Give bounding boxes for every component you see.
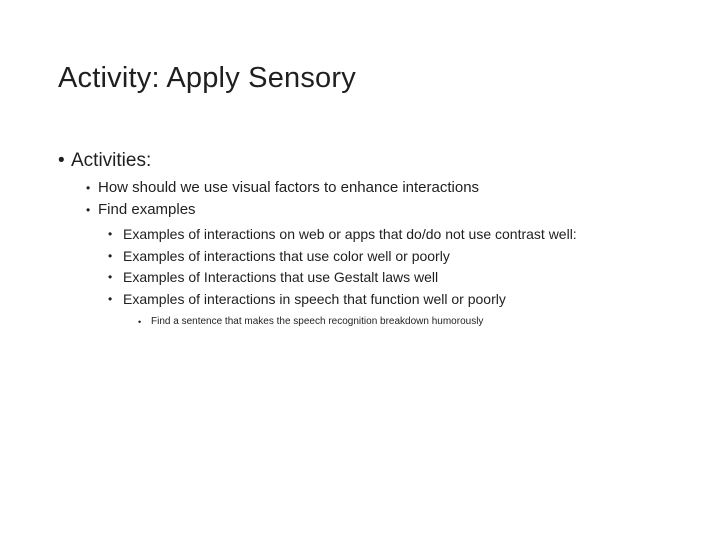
- bullet-text: Examples of interactions on web or apps that do/do not use contrast well:: [123, 226, 577, 242]
- bullet-icon: •: [108, 227, 113, 241]
- bullet-item-level2: [58, 177, 698, 199]
- bullet-item-level4: [58, 314, 698, 330]
- bullet-icon: •: [86, 203, 91, 217]
- bullet-text: Activities:: [71, 150, 152, 171]
- bullet-item-level3: [58, 267, 698, 289]
- bullet-icon: •: [138, 317, 142, 327]
- bullet-icon: •: [108, 248, 113, 263]
- bullet-icon: •: [58, 150, 65, 171]
- bullet-item-level3: [58, 289, 698, 311]
- slide-body: [58, 147, 698, 330]
- bullet-icon: •: [108, 270, 113, 284]
- bullet-text: Find examples: [98, 201, 196, 218]
- bullet-item-level3: [58, 246, 698, 268]
- bullet-text: Examples of interactions that use color well or poorly: [123, 247, 450, 264]
- bullet-text: Examples of Interactions that use Gestalt laws well: [123, 269, 439, 285]
- bullet-text: How should we use visual factors to enhance interactions: [98, 179, 480, 196]
- bullet-item-level3: [58, 224, 698, 246]
- bullet-icon: •: [86, 181, 91, 195]
- bullet-text: Find a sentence that makes the speech recognition breakdown humorously: [151, 316, 484, 327]
- bullet-item-level2: [58, 199, 698, 221]
- slide-title: Activity: Apply Sensory: [58, 62, 356, 94]
- bullet-item-level1: [58, 147, 698, 175]
- bullet-text: Examples of interactions in speech that function well or poorly: [123, 290, 506, 307]
- bullet-icon: •: [108, 291, 113, 306]
